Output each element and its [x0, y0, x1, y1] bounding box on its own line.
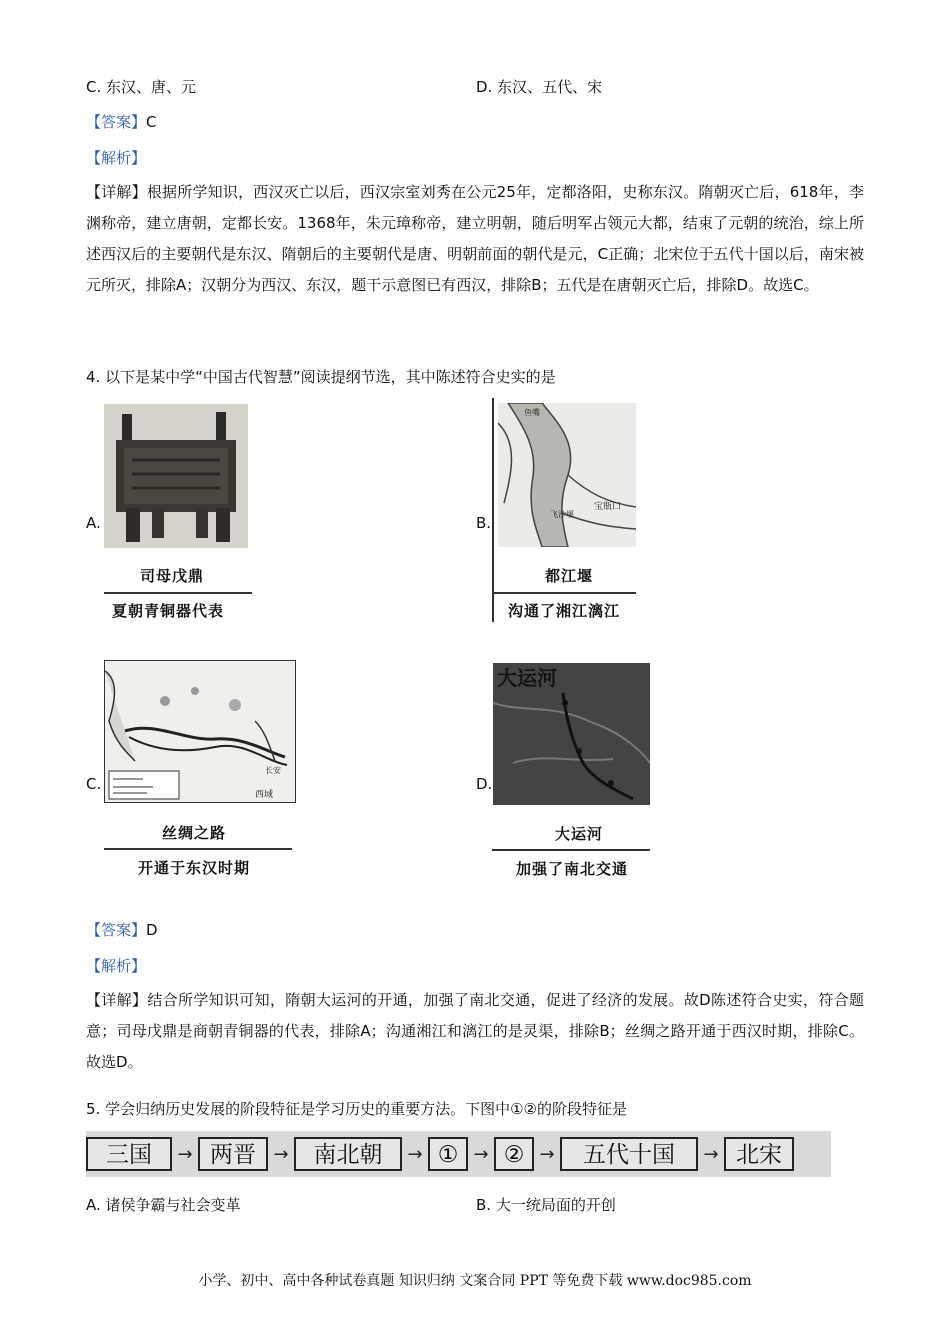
- flow-box: ②: [494, 1137, 534, 1171]
- q5-stem: 5. 学会归纳历史发展的阶段特征是学习历史的重要方法。下图中①②的阶段特征是: [86, 1100, 627, 1118]
- detail-text: 结合所学知识可知，隋朝大运河的开通，加强了南北交通，促进了经济的发展。故D陈述符合史实，符合题意；司母戊鼎是商朝青铜器的代表，排除A；沟通湘江和漓江的是灵渠，排除B；丝绸之路开通于西汉时期，排除C。故选D。: [86, 991, 864, 1071]
- map-title: 大运河: [497, 666, 557, 690]
- q5-option-b: B. 大一统局面的开创: [476, 1196, 616, 1214]
- divider: [494, 592, 636, 594]
- answer-tag: 【答案】: [86, 113, 147, 131]
- flow-box: 两晋: [198, 1137, 268, 1171]
- q3-answer: [86, 111, 157, 133]
- q4-detail: [86, 985, 864, 1078]
- flow-box: ①: [428, 1137, 468, 1171]
- q3-option-c: C. 东汉、唐、元: [86, 78, 197, 96]
- map-label: 长安: [265, 766, 281, 775]
- dujiangyan-title: 都江堰: [545, 567, 594, 585]
- answer-value: D: [146, 921, 158, 939]
- dujiangyan-map: [498, 403, 636, 547]
- divider: [492, 398, 494, 622]
- silk-road-desc: 开通于东汉时期: [138, 859, 251, 877]
- answer-tag: 【答案】: [86, 921, 147, 939]
- q4-option-b-letter: B.: [476, 514, 492, 532]
- answer-value: C: [146, 113, 157, 131]
- flow-box: 五代十国: [560, 1137, 698, 1171]
- q4-analysis-tag: 【解析】: [86, 957, 147, 975]
- q4-option-d-letter: D.: [476, 775, 493, 793]
- silk-road-title: 丝绸之路: [162, 824, 227, 842]
- detail-tag: 【详解】: [86, 991, 148, 1009]
- flow-arrow: →: [539, 1143, 555, 1165]
- map-label: 鱼嘴: [524, 408, 540, 417]
- grand-canal-map: [493, 663, 650, 805]
- detail-tag: 【详解】: [86, 183, 147, 201]
- flow-arrow: →: [473, 1143, 489, 1165]
- q3-option-d: D. 东汉、五代、宋: [476, 78, 603, 96]
- q3-analysis-tag: 【解析】: [86, 149, 147, 167]
- map-label: 宝瓶口: [594, 502, 622, 512]
- dujiangyan-desc: 沟通了湘江漓江: [508, 602, 621, 620]
- ding-title: 司母戊鼎: [140, 567, 205, 585]
- q4-stem: 4. 以下是某中学“中国古代智慧”阅读提纲节选，其中陈述符合史实的是: [86, 368, 556, 386]
- silk-road-map: [104, 660, 296, 803]
- ding-photo: [104, 404, 248, 548]
- map-label: 飞沙堰: [550, 510, 574, 519]
- divider: [492, 849, 650, 851]
- flow-box: 南北朝: [294, 1137, 402, 1171]
- divider: [104, 592, 252, 594]
- map-label: 西域: [255, 790, 274, 800]
- q4-option-c-letter: C.: [86, 775, 102, 793]
- q3-detail: [86, 177, 864, 301]
- ding-desc: 夏朝青铜器代表: [112, 602, 225, 620]
- q4-answer: [86, 919, 158, 941]
- grand-canal-desc: 加强了南北交通: [516, 860, 629, 878]
- flow-arrow: →: [273, 1143, 289, 1165]
- flow-arrow: →: [407, 1143, 423, 1165]
- flow-arrow: →: [703, 1143, 719, 1165]
- detail-text: 根据所学知识，西汉灭亡以后，西汉宗室刘秀在公元25年，定都洛阳，史称东汉。隋朝灭亡后，618年，李渊称帝，建立唐朝，定都长安。1368年，朱元璋称帝，建立明朝，随后明军占领元大都，结束了元朝的统治，综上所述西汉后的主要朝代是东汉、隋朝后的主要朝代是唐、明朝前面的朝代是元，C正确；北宋位于五代十国以后，南宋被元所灭，排除A；汉朝分为西汉、东汉，题干示意图已有西汉，排除B；五代是在唐朝灭亡后，排除D。故选C。: [86, 183, 864, 294]
- q4-option-a-letter: A.: [86, 514, 101, 532]
- page-footer: 小学、初中、高中各种试卷真题 知识归纳 文案合同 PPT 等免费下载 www.doc985.com: [198, 1273, 752, 1289]
- flow-arrow: →: [177, 1143, 193, 1165]
- grand-canal-title: 大运河: [555, 825, 604, 843]
- divider: [104, 848, 292, 850]
- dynasty-flowchart: [86, 1131, 831, 1177]
- q5-option-a: A. 诸侯争霸与社会变革: [86, 1196, 241, 1214]
- flow-box: 北宋: [724, 1137, 794, 1171]
- flow-box: 三国: [86, 1137, 172, 1171]
